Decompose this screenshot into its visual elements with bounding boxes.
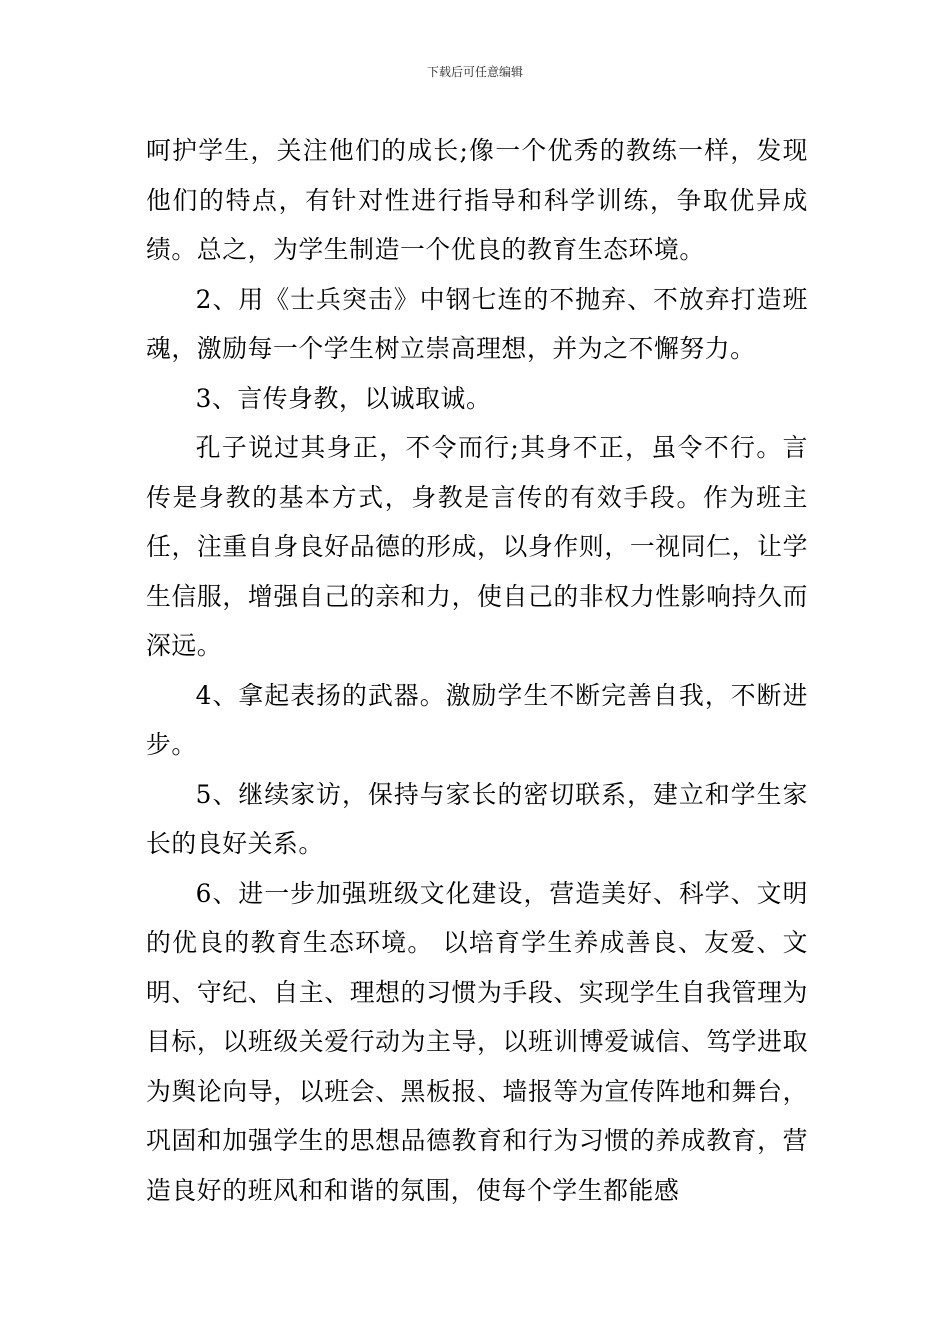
paragraph-item-6: 6、进一步加强班级文化建设，营造美好、科学、文明的优良的教育生态环境。 以培育学生养成善良、友爱、文明、守纪、自主、理想的习惯为手段、实现学生自我管理为目标，以班级关爱行动为主导，以班训博爱诚信、笃学进取为舆论向导，以班会、黑板报、墙报等为宣传阵地和舞台，巩固和加强学生的思想品德教育和行为习惯的养成教育，营造良好的班风和和谐的氛围，使每个学生都能感 xyxy=(146,878,808,1205)
body-text xyxy=(146,126,808,1215)
page-header: 下载后可任意编辑 xyxy=(426,65,523,79)
paragraph-item-5: 5、继续家访，保持与家长的密切联系，建立和学生家长的良好关系。 xyxy=(146,779,808,858)
paragraph-confucius: 孔子说过其身正，不令而行;其身不正，虽令不行。言传是身教的基本方式，身教是言传的有效手段。作为班主任，注重自身良好品德的形成，以身作则，一视同仁，让学生信服，增强自己的亲和力，使自己的非权力性影响持久而深远。 xyxy=(146,433,808,660)
paragraph-item-4: 4、拿起表扬的武器。激励学生不断完善自我，不断进步。 xyxy=(146,680,808,759)
paragraph-item-3: 3、言传身教，以诚取诚。 xyxy=(195,383,492,413)
paragraph-item-2: 2、用《士兵突击》中钢七连的不抛弃、不放弃打造班魂，激励每一个学生树立崇高理想，并为之不懈努力。 xyxy=(146,284,808,363)
paragraph-continued: 呵护学生，关注他们的成长;像一个优秀的教练一样，发现他们的特点，有针对性进行指导和科学训练，争取优异成绩。总之，为学生制造一个优良的教育生态环境。 xyxy=(146,136,808,264)
